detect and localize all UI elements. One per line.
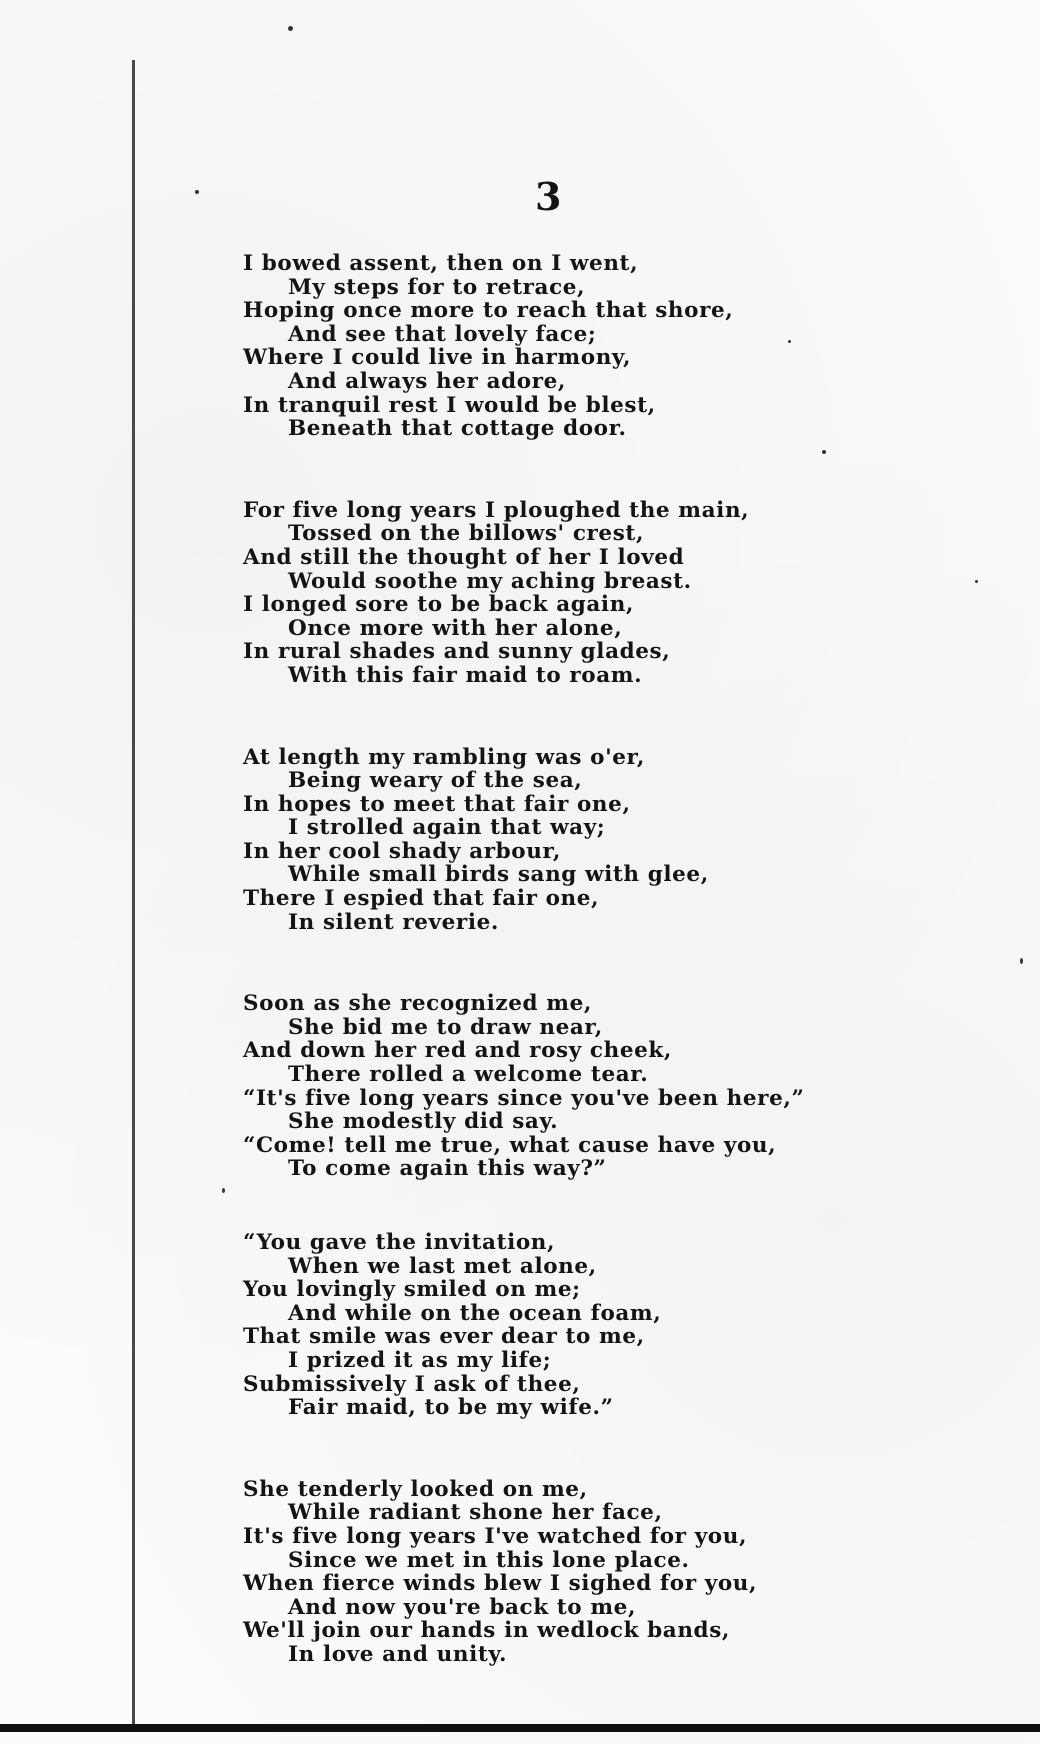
verse-line: “You gave the invitation,: [243, 1230, 556, 1255]
verse-line: “Come! tell me true, what cause have you,: [243, 1132, 777, 1158]
verse-line: While small birds sang with glee,: [288, 862, 709, 888]
verse-line: In silent reverie.: [288, 909, 499, 935]
verse-line: And down her red and rosy cheek,: [243, 1038, 672, 1064]
binding-line: [132, 60, 135, 1725]
verse-line: We'll join our hands in wedlock bands,: [243, 1618, 730, 1644]
verse-line: For five long years I ploughed the main,: [243, 497, 750, 523]
verse-line: She tenderly looked on me,: [243, 1476, 588, 1502]
verse-line: In tranquil rest I would be blest,: [243, 392, 656, 418]
verse-line: I strolled again that way;: [288, 815, 606, 841]
verse-line: Hoping once more to reach that shore,: [243, 298, 734, 324]
verse-line: And see that lovely face;: [288, 321, 597, 347]
verse-line: Submissively I ask of thee,: [243, 1371, 581, 1397]
verse-line: In her cool shady arbour,: [243, 838, 561, 864]
verse-line: Once more with her alone,: [288, 615, 623, 641]
verse-line: While radiant shone her face,: [288, 1500, 663, 1526]
verse-line: Fair maid, to be my wife.”: [288, 1395, 614, 1421]
verse-line: I prized it as my life;: [288, 1347, 552, 1373]
bottom-border: [0, 1724, 1040, 1732]
verse-line: I longed sore to be back again,: [243, 592, 635, 618]
verse-line: Would soothe my aching breast.: [288, 568, 692, 594]
verse-line: There I espied that fair one,: [243, 886, 600, 912]
verse-line: It's five long years I've watched for you,: [243, 1523, 748, 1549]
verse-line: She bid me to draw near,: [288, 1014, 603, 1040]
verse-line: “It's five long years since you've been here,”: [243, 1085, 805, 1111]
verse-line: I bowed assent, then on I went,: [243, 251, 639, 276]
verse-line: At length my rambling was o'er,: [243, 744, 646, 770]
verse-line: When we last met alone,: [288, 1253, 597, 1279]
verse-line: Since we met in this lone place.: [288, 1547, 690, 1573]
verse-line: In rural shades and sunny glades,: [243, 639, 671, 665]
verse-line: Beneath that cottage door.: [288, 416, 627, 442]
verse-line: And while on the ocean foam,: [288, 1300, 662, 1326]
ink-speck: [975, 580, 978, 583]
verse-line: You lovingly smiled on me;: [243, 1277, 581, 1303]
stanza-2: [243, 499, 843, 688]
stanza-6: [243, 1478, 843, 1667]
verse-line: And always her adore,: [288, 368, 566, 394]
verse-line: And now you're back to me,: [288, 1594, 637, 1620]
page-number: 3: [535, 174, 562, 219]
verse-line: Being weary of the sea,: [288, 768, 583, 794]
verse-line: There rolled a welcome tear.: [288, 1062, 649, 1088]
stanza-5: [243, 1231, 843, 1420]
verse-line: Where I could live in harmony,: [243, 345, 632, 371]
stanza-3: [243, 746, 843, 935]
verse-line: To come again this way?”: [288, 1156, 607, 1182]
verse-line: With this fair maid to roam.: [288, 662, 643, 688]
stanza-1: [243, 252, 843, 441]
verse-line: My steps for to retrace,: [288, 274, 586, 300]
verse-line: Soon as she recognized me,: [243, 991, 592, 1017]
verse-line: In love and unity.: [288, 1641, 508, 1667]
ink-speck: [1020, 958, 1023, 964]
verse-line: In hopes to meet that fair one,: [243, 791, 631, 817]
stanza-4: [243, 992, 843, 1181]
verse-line: That smile was ever dear to me,: [243, 1324, 645, 1350]
ink-speck: [195, 190, 199, 194]
verse-line: She modestly did say.: [288, 1109, 559, 1135]
ink-speck: [288, 26, 293, 31]
poem: [243, 252, 843, 1725]
ink-speck: [222, 1188, 225, 1193]
verse-line: And still the thought of her I loved: [243, 544, 685, 570]
verse-line: When fierce winds blew I sighed for you,: [243, 1571, 758, 1597]
verse-line: Tossed on the billows' crest,: [288, 521, 645, 547]
